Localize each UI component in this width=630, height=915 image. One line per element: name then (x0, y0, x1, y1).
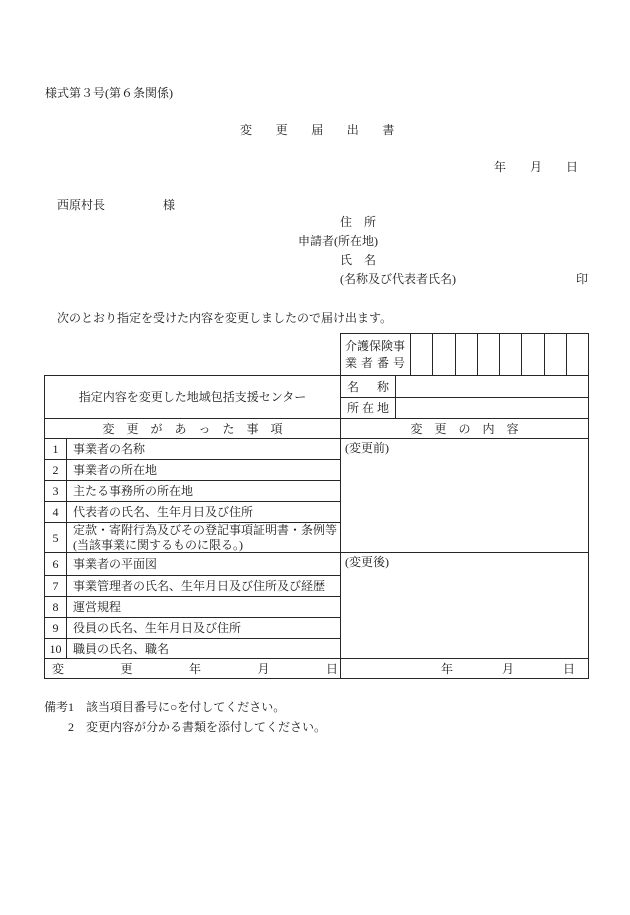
center-name-value-cell (395, 375, 589, 398)
seal-mark: 印 (576, 272, 589, 286)
item-text-cell: 事業管理者の氏名、生年月日及び住所及び経歴 (66, 575, 341, 597)
note-number: 2 (68, 720, 74, 734)
insurer-number-digit-box (499, 333, 522, 376)
item-text-line: 定款・寄附行為及びその登記事項証明書・条例等 (73, 522, 338, 537)
insurer-number-label-cell (340, 333, 411, 376)
insurer-number-digit-box (521, 333, 545, 376)
after-change-label: (変更後) (345, 555, 389, 569)
insurer-number-digit-box (477, 333, 500, 376)
item-text-cell: 役員の氏名、生年月日及び住所 (66, 617, 341, 639)
document-title: 変 更 届 出 書 (240, 123, 401, 137)
item-text-cell: 事業者の名称 (66, 438, 341, 460)
intro-text: 次のとおり指定を受けた内容を変更しましたので届け出ます。 (57, 311, 393, 325)
item-text-cell: 職員の氏名、職名 (66, 638, 341, 659)
item-number-cell: 5 (44, 522, 67, 553)
item-number-cell: 10 (44, 638, 67, 659)
item-number-cell: 8 (44, 596, 67, 618)
change-date-value-cell (340, 658, 589, 679)
items-header-cell: 変 更 が あ っ た 事 項 (44, 418, 341, 439)
change-date-label-char: 日 (325, 661, 338, 676)
item-text-cell: 事業者の所在地 (66, 459, 341, 481)
item-text-cell: 主たる事務所の所在地 (66, 480, 341, 502)
insurer-number-digit-box (432, 333, 456, 376)
change-date-label-cell (44, 658, 341, 679)
note-text: 変更内容が分かる書類を添付してください。 (86, 720, 327, 734)
change-date-label-char: 年 (188, 661, 201, 676)
item-text-cell: 運営規程 (66, 596, 341, 618)
insurer-number-label-line: 介護保険事 (345, 338, 406, 353)
applicant-name-label: 氏 名 (340, 253, 377, 267)
change-date-value-char: 月 (501, 661, 514, 676)
insurer-number-digit-box (455, 333, 478, 376)
note-number: 1 (68, 700, 74, 714)
change-date-value-char: 日 (562, 661, 575, 676)
change-date-value-char: 年 (441, 661, 454, 676)
item-number-cell: 6 (44, 552, 67, 576)
after-change-cell (340, 552, 589, 659)
item-number-cell: 4 (44, 501, 67, 523)
before-change-label: (変更前) (345, 441, 389, 455)
content-header-cell: 変 更 の 内 容 (340, 418, 589, 439)
insurer-number-digit-box (544, 333, 567, 376)
change-date-label-char: 更 (120, 661, 133, 676)
change-date-label-char: 月 (257, 661, 270, 676)
item-number-cell: 1 (44, 438, 67, 460)
center-label-cell: 指定内容を変更した地域包括支援センター (44, 375, 341, 419)
addressee-name: 西原村長 (57, 198, 106, 212)
submission-date-line: 年 月 日 (494, 160, 579, 174)
note-text: 該当項目番号に○を付してください。 (86, 700, 286, 714)
center-location-label-cell (340, 397, 396, 419)
insurer-number-digit-box (410, 333, 433, 376)
notes-label: 備考 (44, 700, 69, 714)
applicant-label: 申請者(所在地) (298, 234, 378, 248)
center-location-value-cell (395, 397, 589, 419)
applicant-name-sub-label: (名称及び代表者氏名) (340, 272, 456, 286)
item-text-cell: 事業者の平面図 (66, 552, 341, 576)
item-number-cell: 3 (44, 480, 67, 502)
item-number-cell: 9 (44, 617, 67, 639)
insurer-number-digit-box (566, 333, 589, 376)
applicant-address-label: 住 所 (340, 215, 377, 229)
before-change-cell (340, 438, 589, 553)
center-name-label-cell (340, 375, 396, 398)
item-number-cell: 2 (44, 459, 67, 481)
change-date-label-char: 変 (52, 661, 65, 676)
center-location-label: 所 在 地 (347, 401, 390, 415)
insurer-number-label-line: 業 者 番 号 (345, 355, 405, 370)
item-text-line: (当該事業に関するものに限る。) (73, 537, 243, 552)
form-number: 様式第３号(第６条関係) (45, 86, 173, 100)
item-number-cell: 7 (44, 575, 67, 597)
addressee-honorific: 様 (163, 198, 176, 212)
center-name-label: 名 称 (347, 379, 389, 394)
item-text-cell: 代表者の氏名、生年月日及び住所 (66, 501, 341, 523)
item-text-cell (66, 522, 341, 553)
